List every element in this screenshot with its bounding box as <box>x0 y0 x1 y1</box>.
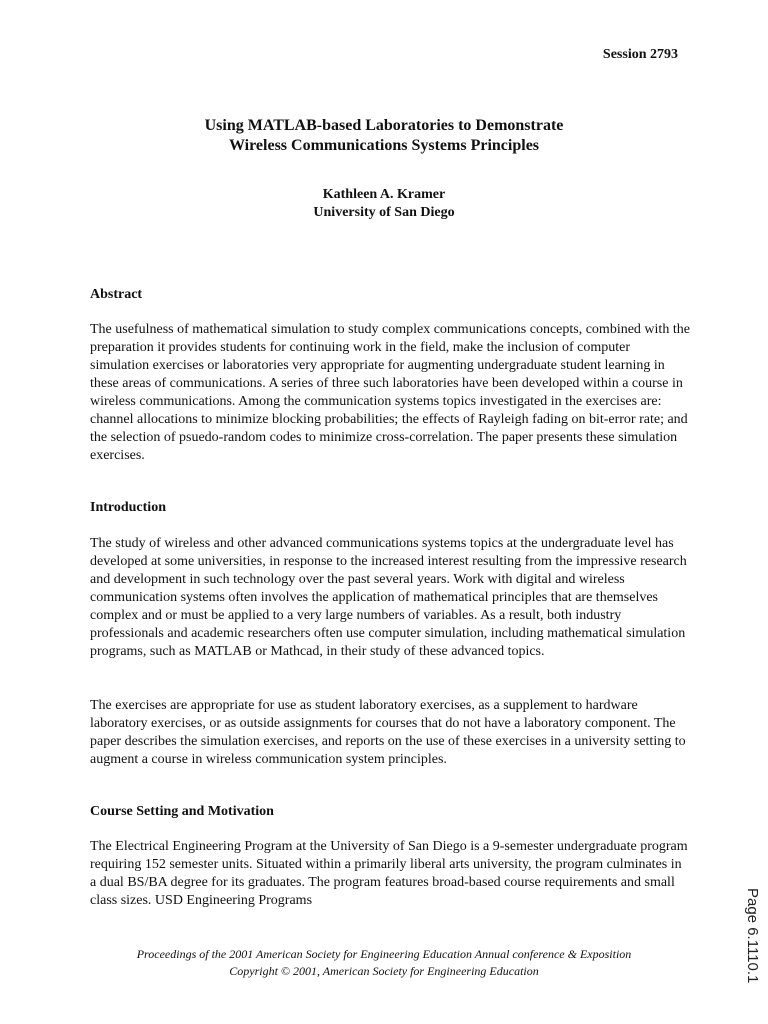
author-block <box>0 186 768 222</box>
page-number: Page 6.1110.1 <box>744 888 761 984</box>
course-heading: Course Setting and Motivation <box>90 804 274 819</box>
author-name: Kathleen A. Kramer <box>322 187 446 202</box>
title-line-2: Wireless Communications Systems Principles <box>228 137 540 154</box>
footer-copyright: Copyright © 2001, American Society for Engineering Education <box>229 964 539 978</box>
footer-proceedings: Proceedings of the 2001 American Society for Engineering Education Annual conference & Exposition <box>136 947 632 961</box>
title-line-1: Using MATLAB-based Laboratories to Demonstrate <box>204 117 564 134</box>
session-number: Session 2793 <box>602 47 678 62</box>
abstract-heading: Abstract <box>90 287 143 302</box>
course-text: The Electrical Engineering Program at the University of San Diego is a 9-semester undergraduate program requiring 152 semester units. Situated within a primarily liberal arts university, the program culminates in a dual BS/BA degree for its graduates. The program features broad-based course requirements and small class sizes. USD Engineering Programs <box>90 839 688 908</box>
introduction-paragraph-1: The study of wireless and other advanced communications systems topics at the undergraduate level has developed at some universities, in response to the increased interest resulting from the impressive research and development in such technology over the past several years. Work with digital and wireless communication systems often involves the application of mathematical principles that are themselves complex and or must be applied to a very large numbers of variables. As a result, both industry professionals and academic researchers often use computer simulation, including mathematical simulation programs, such as MATLAB or Mathcad, in their study of these advanced topics. <box>90 536 687 659</box>
abstract-text: The usefulness of mathematical simulation to study complex communications concepts, combined with the preparation it provides students for continuing work in the field, make the inclusion of computer simulation exercises or laboratories very appropriate for augmenting undergraduate student learning in these areas of communications. A series of three such laboratories have been developed within a course in wireless communications. Among the communication systems topics investigated in the exercises are: channel allocations to minimize blocking probabilities; the effects of Rayleigh fading on bit-error rate; and the selection of psuedo-random codes to minimize cross-correlation. The paper presents these simulation exercises. <box>90 322 690 463</box>
introduction-paragraph-2: The exercises are appropriate for use as student laboratory exercises, as a supplement to hardware laboratory exercises, or as outside assignments for courses that do not have a laboratory component. The paper describes the simulation exercises, and reports on the use of these exercises in a university setting to augment a course in wireless communication system principles. <box>90 698 686 767</box>
introduction-heading: Introduction <box>90 500 166 515</box>
author-affiliation: University of San Diego <box>313 205 455 220</box>
paper-title <box>0 116 768 156</box>
page-footer <box>0 946 768 980</box>
